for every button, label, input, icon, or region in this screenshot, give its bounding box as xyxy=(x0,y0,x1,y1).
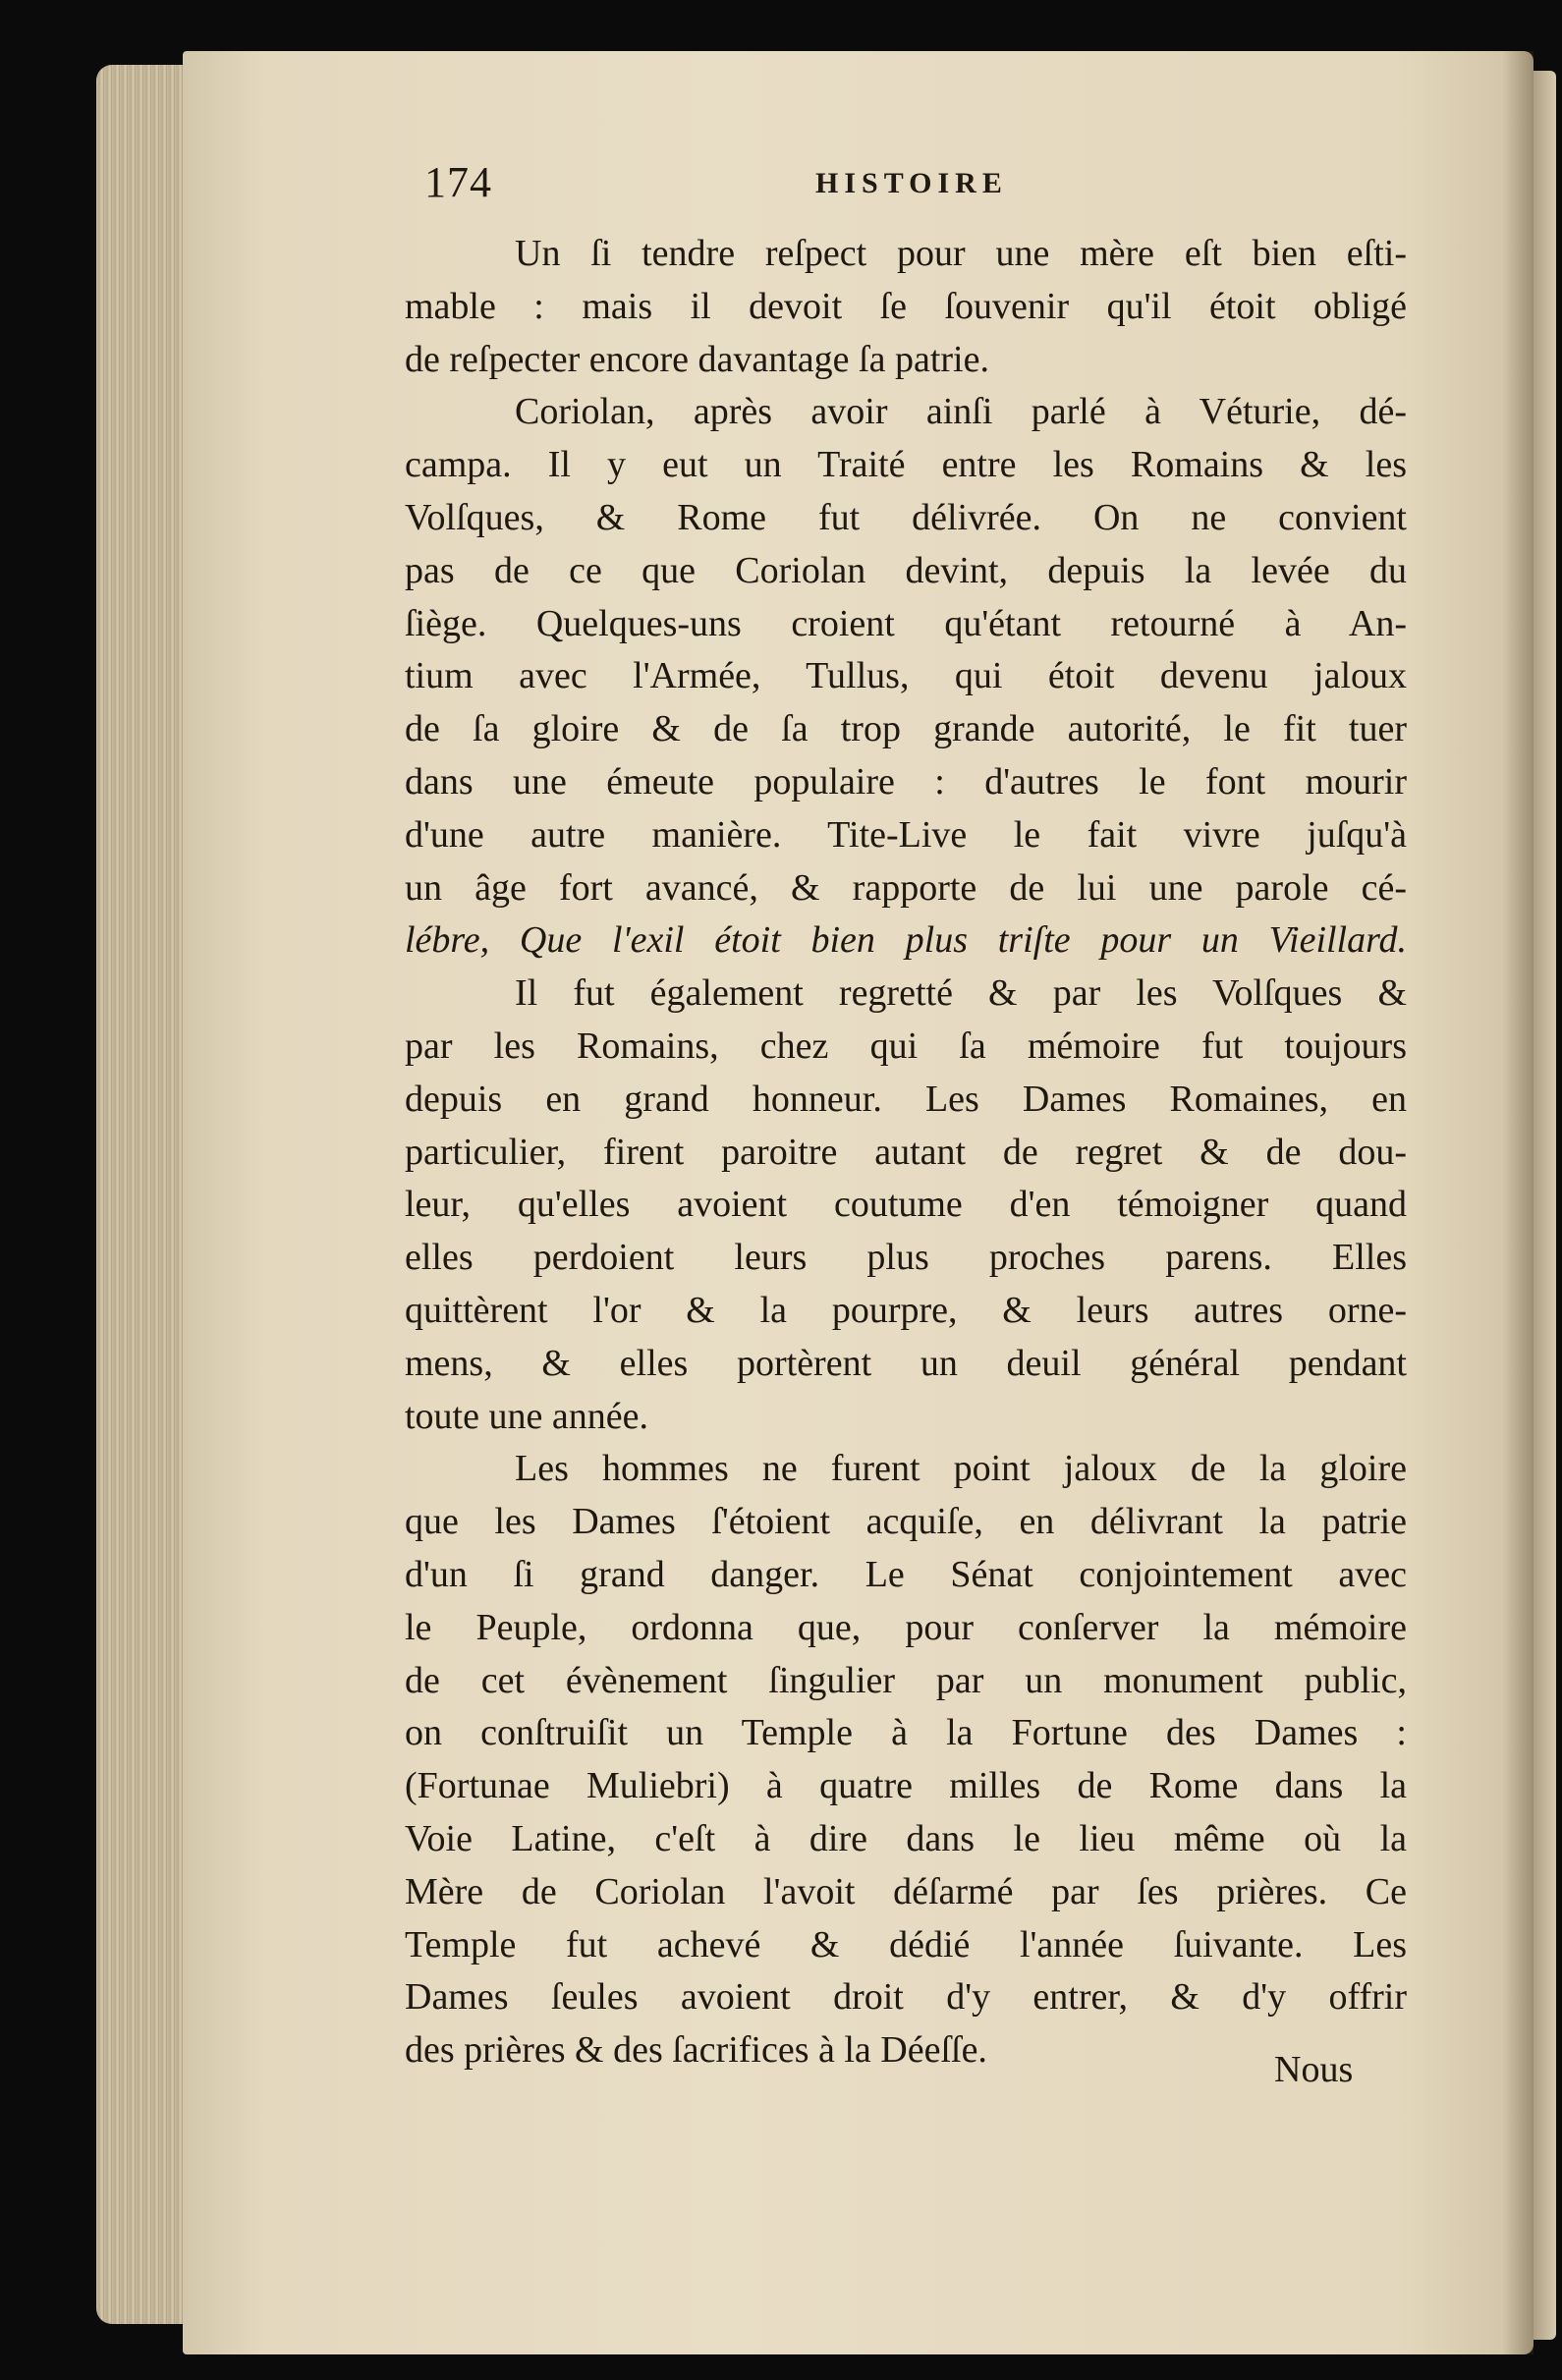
text-line: toute une année. xyxy=(405,1395,648,1437)
page-number: 174 xyxy=(424,158,492,206)
text-line: Mère de Coriolan l'avoit déſarmé par ſes prières. Ce xyxy=(405,1870,1407,1912)
text-line: ſiège. Quelques-uns croient qu'étant retourné à An- xyxy=(405,602,1407,644)
text-line: (Fortunae Muliebri) à quatre milles de Rome dans la xyxy=(405,1765,1407,1807)
text-line: des prières & des ſacrifices à la Déeſſe. xyxy=(405,2029,987,2072)
facing-page-edge xyxy=(1531,71,1556,2340)
text-line: que les Dames ſ'étoient acquiſe, en délivrant la patrie xyxy=(405,1501,1407,1543)
text-line: d'un ſi grand danger. Le Sénat conjointement avec xyxy=(405,1553,1407,1595)
text-line: dans une émeute populaire : d'autres le font mourir xyxy=(405,760,1407,803)
text-line: de ſa gloire & de ſa trop grande autorité, le fit tuer xyxy=(405,708,1407,750)
text-line: quittèrent l'or & la pourpre, & leurs autres orne- xyxy=(405,1289,1407,1331)
text-line: d'une autre manière. Tite-Live le fait vivre juſqu'à xyxy=(405,813,1407,856)
text-line: Voie Latine, c'eſt à dire dans le lieu même où la xyxy=(405,1817,1407,1859)
text-line: campa. Il y eut un Traité entre les Romains & les xyxy=(405,444,1407,486)
text-line: mens, & elles portèrent un deuil général pendant xyxy=(405,1342,1407,1384)
body-text xyxy=(405,228,1407,2077)
text-line: Les hommes ne furent point jaloux de la gloire xyxy=(515,1448,1407,1490)
running-head: HISTOIRE xyxy=(815,167,1008,199)
text-line: depuis en grand honneur. Les Dames Romaines, en xyxy=(405,1078,1407,1120)
text-line: Coriolan, après avoir ainſi parlé à Véturie, dé- xyxy=(515,391,1407,433)
gutter-shadow xyxy=(1502,51,1534,2354)
text-line: tium avec l'Armée, Tullus, qui étoit devenu jaloux xyxy=(405,655,1407,697)
text-line-quote: lébre, Que l'exil étoit bien plus triſte pour un Vieillard. xyxy=(405,919,1407,962)
text-line: Un ſi tendre reſpect pour une mère eſt bien eſti- xyxy=(515,233,1407,274)
text-line: le Peuple, ordonna que, pour conſerver la mémoire xyxy=(405,1606,1407,1648)
text-line: Dames ſeules avoient droit d'y entrer, & d'y offrir xyxy=(405,1976,1407,2019)
text-line: Temple fut achevé & dédié l'année ſuivante. Les xyxy=(405,1923,1407,1965)
text-line: pas de ce que Coriolan devint, depuis la levée du xyxy=(405,549,1407,591)
text-line: Il fut également regretté & par les Volſques & xyxy=(515,972,1407,1015)
catchword: Nous xyxy=(1274,2049,1354,2090)
text-line: particulier, firent paroitre autant de regret & de dou- xyxy=(405,1131,1407,1173)
text-line: elles perdoient leurs plus proches parens. Elles xyxy=(405,1237,1407,1279)
text-line: Volſques, & Rome fut délivrée. On ne convient xyxy=(405,496,1407,538)
text-line: on conſtruiſit un Temple à la Fortune des Dames : xyxy=(405,1712,1407,1754)
text-line: de cet évènement ſingulier par un monument public, xyxy=(405,1659,1407,1701)
text-line: mable : mais il devoit ſe ſouvenir qu'il étoit obligé xyxy=(405,285,1407,327)
page-header xyxy=(424,157,1387,216)
text-line: par les Romains, chez qui ſa mémoire fut toujours xyxy=(405,1024,1407,1067)
text-line: leur, qu'elles avoient coutume d'en témoigner quand xyxy=(405,1184,1407,1226)
page-edges xyxy=(96,65,190,2324)
text-line: de reſpecter encore davantage ſa patrie. xyxy=(405,338,989,380)
text-line: un âge fort avancé, & rapporte de lui une parole cé- xyxy=(405,866,1407,909)
